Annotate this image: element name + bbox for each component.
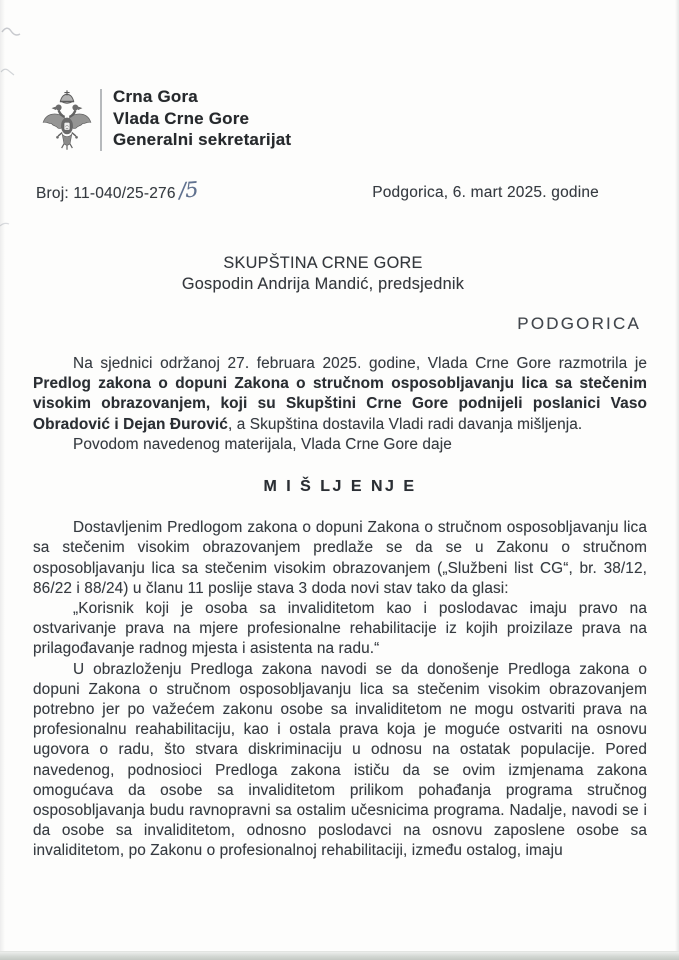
paragraph-intro (33, 354, 647, 435)
reference-row (36, 179, 645, 203)
letterhead-text (113, 86, 291, 151)
document-body (33, 354, 647, 862)
reference-number-printed: Broj: 11-040/25-276 (36, 185, 176, 202)
paragraph-obrazlozenje: U obrazloženju Predloga zakona navodi se da donošenje Predloga zakona o dopuni Zakona o stručnom osposobljavanju lica sa stečenim visokim obrazovanjem potrebno jer po važećem zakonu osobe sa invaliditetom ne mogu ostvariti prava na profesionalnu reahabilitaciju, kao i ostala prava koja je moguće ostvariti na osnovu ugovora o radu, što stvara diskriminaciju u odnosu na ostatak populacije. Pored navedenog, podnosioci Predloga zakona ističu da se ovim izmjenama zakona omogućava da osobe sa invaliditetom prilikom pohađanja programa stručnog osposobljavanja budu ravnopravni sa ostalim učesnicima programa. Nadalje, navodi se i da osobe sa invaliditetom, odnosno poslodavci na osnovu zaposlene osobe sa invaliditetom, po Zakonu o profesionalnoj rehabilitaciji, između ostalog, imaju (33, 660, 647, 860)
addressee-city: PODGORICA (517, 314, 641, 333)
addressee-institution: SKUPŠTINA CRNE GORE (223, 254, 423, 272)
addressee-block (33, 253, 647, 295)
paragraph-dostavljenim: Dostavljenim Predlogom zakona o dopuni Zakona o stručnom osposobljavanju lica sa stečenim visokim obrazovanjem predlaže se da se u Zakonu o stručnom osposobljavanju lica sa stečenim visokim obrazovanjem („Službeni list CG“, br. 38/12, 86/22 i 88/24) u članu 11 poslije stava 3 doda novi stav tako da glasi: (33, 519, 647, 597)
letterhead-divider (100, 89, 102, 151)
reference-number (36, 179, 197, 203)
paragraph-intro-pre: Na sjednici održanoj 27. februara 2025. godine, Vlada Crne Gore razmotrila je (73, 355, 647, 372)
addressee-person: Gospodin Andrija Mandić, predsjednik (181, 275, 465, 293)
place-and-date: Podgorica, 6. mart 2025. godine (372, 184, 599, 201)
paragraph-povodom: Povodom navedenog materijala, Vlada Crne Gore daje (73, 435, 452, 453)
letterhead (40, 86, 291, 151)
letterhead-country: Crna Gora (113, 87, 198, 106)
pen-scribble-marks (0, 20, 24, 250)
paragraph-intro-bold: Predlog zakona o dopuni Zakona o stručnom osposobljavanju lica sa stečenim visokim obrazovanjem, koji su Skupštini Crne Gore podnijeli poslanici Vaso Obradović i Dejan Đurović (33, 375, 647, 433)
scan-edge-right (675, 0, 679, 960)
paragraph-quote: „Korisnik koji je osoba sa invaliditetom kao i poslodavac imaju pravo na ostvarivanje prava na mjere profesionalne rehabilitacije iz kojih proizilaze prava na prilagođavanje radnog mjesta i asistenta na radu.“ (33, 600, 647, 658)
opinion-heading: M I Š LJ E NJ E (263, 478, 417, 496)
handwritten-suffix: /5 (177, 177, 198, 203)
paragraph-intro-post: , a Skupština dostavila Vladi radi davanja mišljenja. (227, 415, 583, 433)
scan-edge-bottom (0, 951, 679, 960)
letterhead-secretariat: Generalni sekretarijat (113, 130, 292, 149)
letterhead-government: Vlada Crne Gore (113, 108, 250, 128)
montenegro-coat-of-arms-icon (40, 89, 94, 151)
